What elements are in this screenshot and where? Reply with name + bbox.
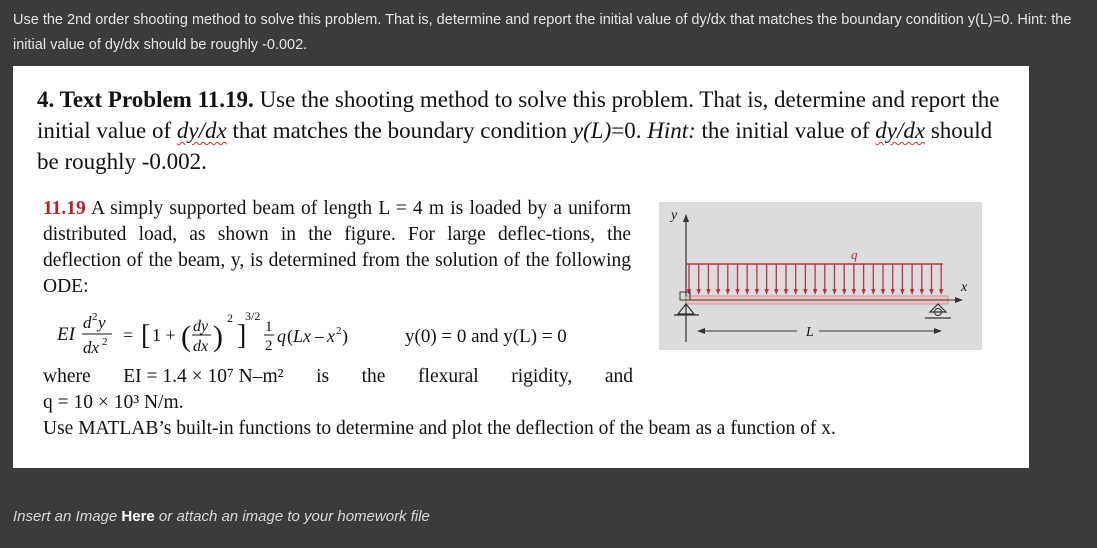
insert-image-suffix: or attach an image to your homework file xyxy=(154,508,430,525)
load-arrow-head xyxy=(716,289,720,295)
problem-text-1: Use the shooting method to solve this problem. That is, determine and report the initial value of xyxy=(37,87,1000,143)
svg-text:2: 2 xyxy=(265,338,273,354)
svg-text:dx: dx xyxy=(193,338,209,355)
load-arrow-head xyxy=(891,289,895,295)
load-arrow-head xyxy=(920,289,924,295)
svg-text:dy: dy xyxy=(193,318,209,335)
load-arrow-head xyxy=(784,289,788,295)
svg-text:Lx: Lx xyxy=(293,326,311,346)
load-arrow-head xyxy=(861,289,865,295)
textbook-paragraph xyxy=(43,196,631,300)
load-arrow-head xyxy=(823,289,827,295)
load-arrow-head xyxy=(794,289,798,295)
load-arrow-head xyxy=(910,289,914,295)
load-arrow-head xyxy=(881,289,885,295)
load-arrow-head xyxy=(871,289,875,295)
load-arrow-head xyxy=(900,289,904,295)
load-label: q xyxy=(851,247,858,262)
problem-statement xyxy=(37,84,1002,177)
where-word: flexural xyxy=(418,366,479,387)
q-value-line: q = 10 × 10³ N/m. xyxy=(43,392,184,413)
load-arrow-head xyxy=(939,289,943,295)
y-axis-label: y xyxy=(671,208,678,223)
svg-text:(: ( xyxy=(181,320,191,353)
ode-boundary-conditions: y(0) = 0 and y(L) = 0 xyxy=(405,326,567,347)
textbook-problem-number: 11.19 xyxy=(43,198,86,219)
load-arrow-head xyxy=(852,289,856,295)
textbook-paragraph-text: A simply supported beam of length L = 4 m is loaded by a uniform distributed load, as shown in the figure. For large deflec-tions, the deflection of the beam, y, is determined from the solution of the following ODE: xyxy=(43,198,631,297)
beam-figure xyxy=(659,202,982,350)
load-arrow-head xyxy=(764,289,768,295)
svg-text:2: 2 xyxy=(227,311,233,325)
ei-value: EI = 1.4 × 10⁷ N–m² xyxy=(123,366,284,387)
problem-image-card xyxy=(13,66,1029,468)
ode-equation xyxy=(57,304,657,364)
problem-text-3: =0. xyxy=(611,118,642,143)
svg-text:(: ( xyxy=(287,326,293,346)
where-word: rigidity, xyxy=(511,366,573,387)
x-axis-label: x xyxy=(961,280,968,295)
load-arrow-head xyxy=(697,289,701,295)
svg-text:1: 1 xyxy=(265,319,273,335)
where-word: where xyxy=(43,366,91,387)
svg-text:): ) xyxy=(213,320,223,353)
question-instruction: Use the 2nd order shooting method to solve this problem. That is, determine and report the initial value of dy/dx that matches the boundary condition y(L)=0. Hint: the initial value of dy/dx should be roughly -0.002. xyxy=(13,12,1072,53)
matlab-instruction: Use MATLAB’s built-in functions to determine and plot the deflection of the beam as a function of x. xyxy=(43,418,836,439)
dydx-term-2: dy/dx xyxy=(875,118,926,143)
svg-text:2: 2 xyxy=(336,325,342,337)
svg-text:EI: EI xyxy=(57,324,75,345)
problem-text-2: that matches the boundary condition xyxy=(232,118,568,143)
where-word: is xyxy=(316,366,330,387)
load-arrow-head xyxy=(813,289,817,295)
where-word: the xyxy=(361,366,386,387)
svg-text:]: ] xyxy=(237,320,247,351)
load-arrow-head xyxy=(929,289,933,295)
svg-text:=: = xyxy=(123,325,134,345)
insert-image-prefix: Insert an Image xyxy=(13,508,122,525)
svg-text:1 +: 1 + xyxy=(152,325,176,345)
load-arrow-head xyxy=(755,289,759,295)
load-arrow-head xyxy=(842,289,846,295)
hint-label: Hint: xyxy=(647,118,696,143)
where-line xyxy=(43,364,633,390)
svg-text:y: y xyxy=(98,313,106,332)
svg-text:3/2: 3/2 xyxy=(245,309,261,323)
svg-text:dx: dx xyxy=(83,338,100,357)
load-arrow-head xyxy=(745,289,749,295)
insert-image-prompt[interactable] xyxy=(13,508,430,525)
boundary-term: y(L) xyxy=(572,118,612,143)
load-arrow-head xyxy=(832,289,836,295)
svg-text:2: 2 xyxy=(102,336,108,348)
problem-label: 4. Text Problem 11.19. xyxy=(37,87,254,112)
load-arrow-head xyxy=(726,289,730,295)
load-arrow-head xyxy=(735,289,739,295)
svg-text:–: – xyxy=(315,326,324,346)
svg-text:2: 2 xyxy=(92,311,98,323)
svg-text:d: d xyxy=(83,313,92,332)
problem-text-5: should be roughly -0.002. xyxy=(37,118,993,174)
where-word: and xyxy=(604,366,633,387)
problem-text-4: the initial value of xyxy=(701,118,870,143)
svg-text:[: [ xyxy=(141,320,151,351)
dydx-term: dy/dx xyxy=(176,118,227,143)
load-arrow-head xyxy=(706,289,710,295)
svg-text:): ) xyxy=(342,326,348,346)
insert-image-here-link[interactable]: Here xyxy=(121,508,155,525)
svg-text:q: q xyxy=(277,326,286,346)
svg-text:x: x xyxy=(327,326,335,346)
length-label: L xyxy=(806,325,814,340)
load-arrow-head xyxy=(774,289,778,295)
load-arrow-head xyxy=(803,289,807,295)
